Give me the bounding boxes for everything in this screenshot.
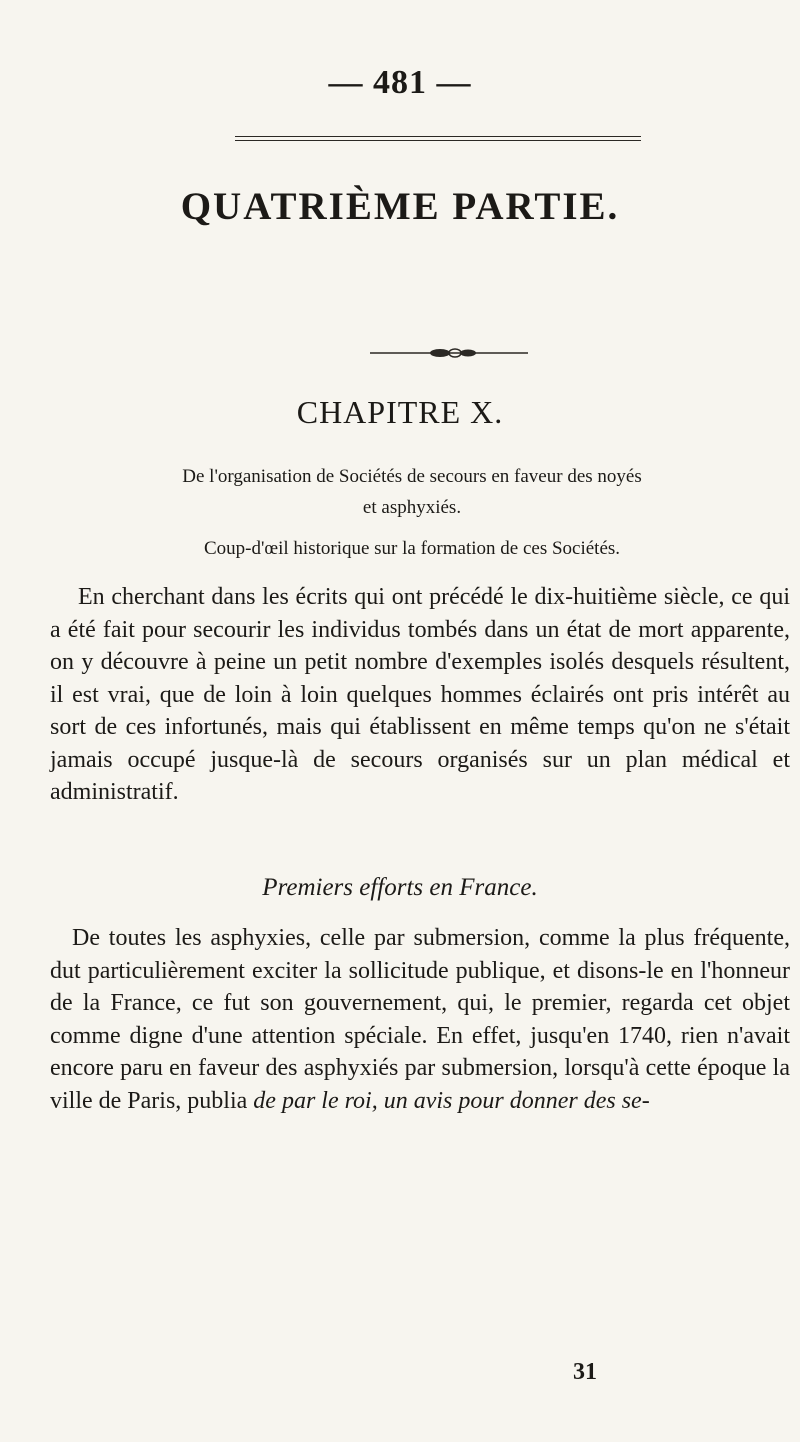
paragraph-second-text: De toutes les asphyxies, celle par submersion, comme la plus fréquente, dut particulièrement exciter la sollicitude publique, et disons-le en l'honneur de la France, ce fut son gouvernement, qui, le premier, regarda cet objet comme digne d'une attention spéciale. En effet, jusqu'en 1740, rien n'avait encore paru en faveur des asphyxiés par submersion, lorsqu'à cette époque la ville de Paris, publia — [50, 925, 790, 1114]
signature-mark: 31 — [573, 1359, 597, 1385]
paragraph-intro: En cherchant dans les écrits qui ont précédé le dix-huitième siècle, ce qui a été fait pour secourir les individus tombés dans un état de mort apparente, on y découvre à peine un petit nombre d'exemples isolés desquels résultent, il est vrai, que de loin à loin quelques hommes éclairés ont pris intérêt au sort de ces infortunés, mais qui établissent en même temps qu'on ne s'était jamais occupé jusque-là de secours organisés sur un plan médical et administratif. — [50, 584, 790, 805]
ornament-divider-icon — [370, 347, 528, 359]
paragraph-second — [50, 922, 790, 1117]
paragraph-second-italic: de par le roi, un avis pour donner des se- — [253, 1087, 650, 1114]
chapter-subtitle-line2: et asphyxiés. — [362, 497, 462, 518]
chapter-subtitle-line3: Coup-d'œil historique sur la formation de ces Sociétés. — [203, 538, 621, 559]
part-title: QUATRIÈME PARTIE. — [180, 185, 620, 228]
header-rule-thin — [235, 140, 641, 141]
header-rule — [235, 136, 641, 137]
chapter-subtitle-line1: De l'organisation de Sociétés de secours en faveur des noyés — [182, 466, 642, 487]
section-heading: Premiers efforts en France. — [262, 874, 538, 901]
chapter-title: CHAPITRE X. — [296, 394, 504, 430]
page-number: — 481 — — [328, 64, 472, 101]
